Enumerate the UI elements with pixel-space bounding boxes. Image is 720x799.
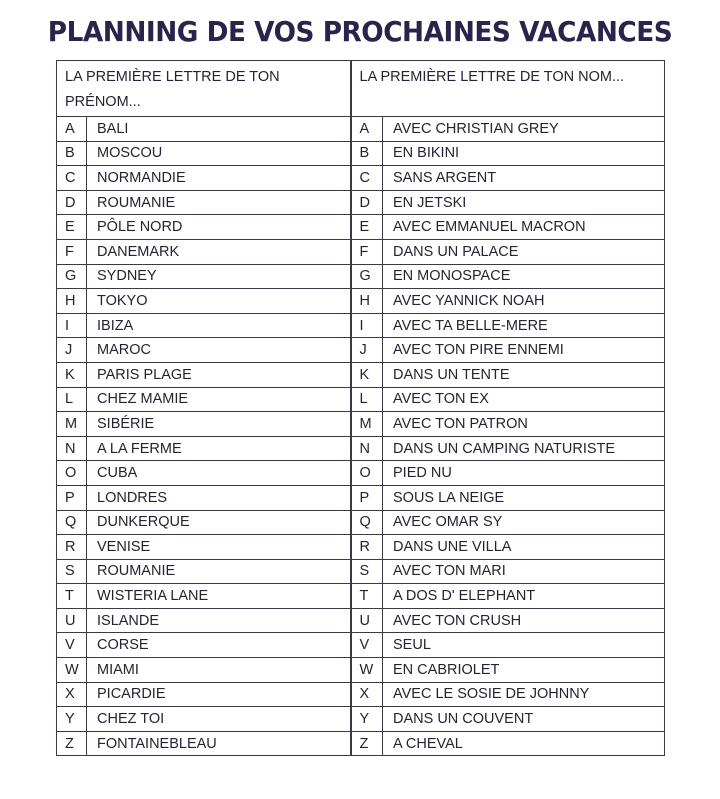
table-row (57, 239, 665, 264)
table-row (57, 633, 665, 658)
destination-cell: WISTERIA LANE (87, 584, 351, 609)
first-name-letter: G (57, 264, 87, 289)
table-row (57, 190, 665, 215)
first-name-letter: T (57, 584, 87, 609)
last-name-letter: R (351, 535, 383, 560)
first-name-letter: E (57, 215, 87, 240)
destination-cell: TOKYO (87, 289, 351, 314)
companion-cell: AVEC OMAR SY (383, 510, 665, 535)
last-name-letter: V (351, 633, 383, 658)
first-name-letter: Q (57, 510, 87, 535)
destination-cell: ROUMANIE (87, 559, 351, 584)
last-name-letter: G (351, 264, 383, 289)
first-name-letter: H (57, 289, 87, 314)
first-name-column-header: LA PREMIÈRE LETTRE DE TON PRÉNOM... (57, 61, 351, 117)
last-name-letter: Y (351, 707, 383, 732)
last-name-letter: B (351, 141, 383, 166)
companion-cell: AVEC YANNICK NOAH (383, 289, 665, 314)
companion-cell: AVEC TON MARI (383, 559, 665, 584)
table-row (57, 313, 665, 338)
last-name-letter: H (351, 289, 383, 314)
first-name-letter: D (57, 190, 87, 215)
destination-cell: NORMANDIE (87, 166, 351, 191)
last-name-letter: X (351, 682, 383, 707)
last-name-letter: F (351, 239, 383, 264)
table-row (57, 682, 665, 707)
table-row (57, 117, 665, 142)
companion-cell: SEUL (383, 633, 665, 658)
destination-cell: FONTAINEBLEAU (87, 731, 351, 756)
table-row (57, 731, 665, 756)
table-row (57, 387, 665, 412)
last-name-letter: T (351, 584, 383, 609)
last-name-letter: P (351, 485, 383, 510)
companion-cell: EN CABRIOLET (383, 658, 665, 683)
last-name-letter: O (351, 461, 383, 486)
table-row (57, 338, 665, 363)
first-name-letter: M (57, 412, 87, 437)
first-name-letter: U (57, 608, 87, 633)
last-name-letter: Q (351, 510, 383, 535)
first-name-letter: B (57, 141, 87, 166)
destination-cell: SYDNEY (87, 264, 351, 289)
table-row (57, 608, 665, 633)
last-name-letter: M (351, 412, 383, 437)
last-name-letter: U (351, 608, 383, 633)
companion-cell: EN MONOSPACE (383, 264, 665, 289)
first-name-letter: W (57, 658, 87, 683)
last-name-letter: S (351, 559, 383, 584)
destination-cell: PÔLE NORD (87, 215, 351, 240)
last-name-letter: D (351, 190, 383, 215)
first-name-letter: C (57, 166, 87, 191)
first-name-letter: V (57, 633, 87, 658)
companion-cell: DANS UN TENTE (383, 362, 665, 387)
destination-cell: DUNKERQUE (87, 510, 351, 535)
table-row (57, 535, 665, 560)
last-name-letter: E (351, 215, 383, 240)
first-name-letter: A (57, 117, 87, 142)
destination-cell: CORSE (87, 633, 351, 658)
destination-cell: DANEMARK (87, 239, 351, 264)
page-title: PLANNING DE VOS PROCHAINES VACANCES (47, 15, 673, 48)
first-name-letter: X (57, 682, 87, 707)
destination-cell: SIBÉRIE (87, 412, 351, 437)
companion-cell: SOUS LA NEIGE (383, 485, 665, 510)
destination-cell: CHEZ MAMIE (87, 387, 351, 412)
first-name-letter: O (57, 461, 87, 486)
table-row (57, 510, 665, 535)
table-header-row (57, 61, 665, 117)
table-row (57, 485, 665, 510)
first-name-letter: L (57, 387, 87, 412)
companion-cell: AVEC TON PATRON (383, 412, 665, 437)
companion-cell: PIED NU (383, 461, 665, 486)
companion-cell: AVEC CHRISTIAN GREY (383, 117, 665, 142)
companion-cell: SANS ARGENT (383, 166, 665, 191)
destination-cell: MAROC (87, 338, 351, 363)
first-name-letter: Y (57, 707, 87, 732)
first-name-letter: I (57, 313, 87, 338)
first-name-letter: F (57, 239, 87, 264)
table-row (57, 362, 665, 387)
table-row (57, 436, 665, 461)
first-name-letter: R (57, 535, 87, 560)
last-name-letter: I (351, 313, 383, 338)
destination-cell: ROUMANIE (87, 190, 351, 215)
destination-cell: PARIS PLAGE (87, 362, 351, 387)
last-name-letter: J (351, 338, 383, 363)
companion-cell: A CHEVAL (383, 731, 665, 756)
destination-cell: PICARDIE (87, 682, 351, 707)
companion-cell: AVEC EMMANUEL MACRON (383, 215, 665, 240)
table-row (57, 658, 665, 683)
companion-cell: DANS UN COUVENT (383, 707, 665, 732)
companion-cell: AVEC TON PIRE ENNEMI (383, 338, 665, 363)
destination-cell: IBIZA (87, 313, 351, 338)
last-name-letter: A (351, 117, 383, 142)
destination-cell: BALI (87, 117, 351, 142)
table-row (57, 412, 665, 437)
companion-cell: AVEC TON CRUSH (383, 608, 665, 633)
table-row (57, 141, 665, 166)
first-name-letter: P (57, 485, 87, 510)
destination-cell: A LA FERME (87, 436, 351, 461)
companion-cell: EN BIKINI (383, 141, 665, 166)
last-name-letter: K (351, 362, 383, 387)
last-name-letter: W (351, 658, 383, 683)
table-body (57, 61, 665, 756)
table-row (57, 264, 665, 289)
destination-cell: CUBA (87, 461, 351, 486)
destination-cell: CHEZ TOI (87, 707, 351, 732)
vacation-planning-table (56, 60, 665, 756)
destination-cell: VENISE (87, 535, 351, 560)
destination-cell: MOSCOU (87, 141, 351, 166)
first-name-letter: J (57, 338, 87, 363)
table-row (57, 166, 665, 191)
destination-cell: LONDRES (87, 485, 351, 510)
table-row (57, 707, 665, 732)
companion-cell: AVEC LE SOSIE DE JOHNNY (383, 682, 665, 707)
last-name-letter: C (351, 166, 383, 191)
last-name-column-header: LA PREMIÈRE LETTRE DE TON NOM... (351, 61, 665, 117)
first-name-letter: S (57, 559, 87, 584)
companion-cell: DANS UN CAMPING NATURISTE (383, 436, 665, 461)
first-name-letter: N (57, 436, 87, 461)
table-row (57, 559, 665, 584)
companion-cell: DANS UNE VILLA (383, 535, 665, 560)
companion-cell: DANS UN PALACE (383, 239, 665, 264)
first-name-letter: Z (57, 731, 87, 756)
companion-cell: A DOS D' ELEPHANT (383, 584, 665, 609)
companion-cell: AVEC TA BELLE-MERE (383, 313, 665, 338)
first-name-letter: K (57, 362, 87, 387)
destination-cell: MIAMI (87, 658, 351, 683)
last-name-letter: L (351, 387, 383, 412)
table-row (57, 461, 665, 486)
last-name-letter: N (351, 436, 383, 461)
companion-cell: EN JETSKI (383, 190, 665, 215)
table-row (57, 584, 665, 609)
table-row (57, 215, 665, 240)
destination-cell: ISLANDE (87, 608, 351, 633)
companion-cell: AVEC TON EX (383, 387, 665, 412)
last-name-letter: Z (351, 731, 383, 756)
table-row (57, 289, 665, 314)
